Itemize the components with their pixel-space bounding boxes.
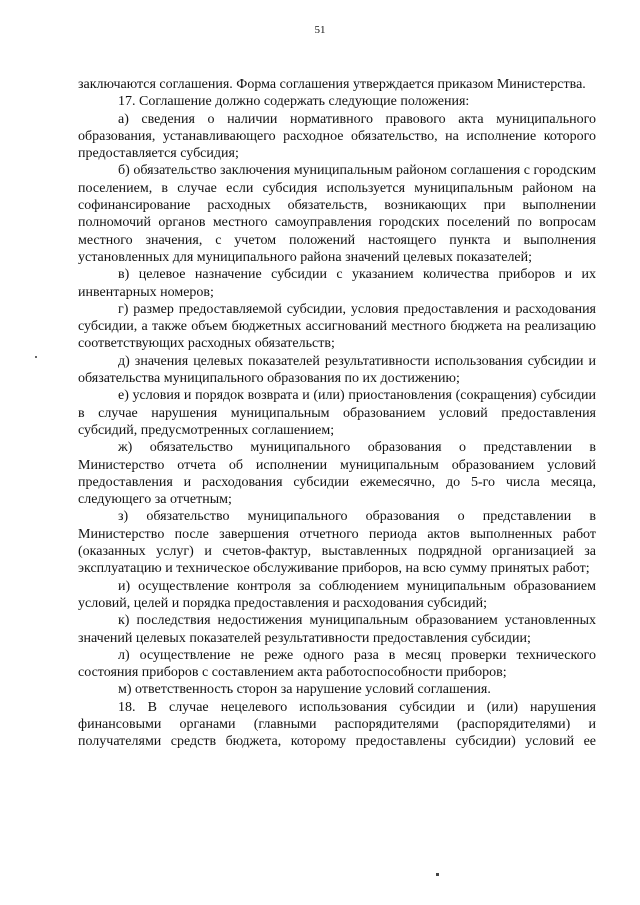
paragraph-item-a: а) сведения о наличии нормативного правового акта муниципального образования, устанавливающего расходное обязательство, на исполнение которого предоставляется субсидия; [78, 111, 596, 162]
paragraph-item-k: к) последствия недостижения муниципальным образованием установленных значений целевых показателей результативности предоставления субсидии; [78, 613, 596, 646]
paragraph-item-v: в) целевое назначение субсидии с указанием количества приборов и их инвентарных номеров; [78, 267, 596, 300]
document-body [78, 76, 596, 751]
paragraph-continuation: заключаются соглашения. Форма соглашения утверждается приказом Министерства. [78, 77, 586, 92]
paragraph-item-e: е) условия и порядок возврата и (или) приостановления (сокращения) субсидии в случае нарушения муниципальным образованием условий предоставления субсидий, предусмотренных соглашением; [78, 388, 596, 438]
paragraph-item-i: и) осуществление контроля за соблюдением муниципальным образованием условий, целей и порядка предоставления и расходования субсидий; [78, 578, 596, 611]
scan-speck [436, 873, 439, 876]
paragraph-item-m: м) ответственность сторон за нарушение условий соглашения. [118, 682, 491, 698]
paragraph-item-d: д) значения целевых показателей результативности использования субсидии и обязательства муниципального образования по их достижению; [78, 353, 596, 387]
scan-speck [35, 356, 37, 358]
paragraph-item-l: л) осуществление не реже одного раза в месяц проверки технического состояния приборов с составлением акта работоспособности приборов; [78, 647, 596, 681]
paragraph-item-z: з) обязательство муниципального образования о представлении в Министерство после завершения отчетного периода актов выполненных работ (оказанных услуг) и счетов-фактур, выставленных подрядной организацией за эксплуатацию и техническое обслуживание приборов, на всю сумму принятых работ; [78, 509, 596, 577]
paragraph-17-heading: 17. Соглашение должно содержать следующие положения: [118, 94, 470, 110]
paragraph-item-zh: ж) обязательство муниципального образования о представлении в Министерство отчета об исполнении муниципальным образованием условий предоставления и расходования субсидии ежемесячно, до 5-го числа месяца, следующего за отчетным; [78, 440, 596, 508]
paragraph-18: 18. В случае нецелевого использования субсидии и (или) нарушения финансовыми органами (главными распорядителями (распорядителями) и получателями средств бюджета, которому предоставлены субсидии) условий ее [78, 699, 596, 750]
paragraph-item-g: г) размер предоставляемой субсидии, условия предоставления и расходования субсидии, а также объем бюджетных ассигнований местного бюджета на реализацию соответствующих расходных обязательств; [78, 301, 596, 352]
page-number: 51 [314, 24, 326, 36]
paragraph-item-b: б) обязательство заключения муниципальным районом соглашения с городским поселением, в случае если субсидия используется муниципальным районом на софинансирование расходных обязательств, возникающих при выполнении полномочий органов местного самоуправления городских поселений по вопросам местного значения, с учетом положений настоящего пункта и выполнения установленных для муниципального района значений целевых показателей; [78, 163, 596, 265]
